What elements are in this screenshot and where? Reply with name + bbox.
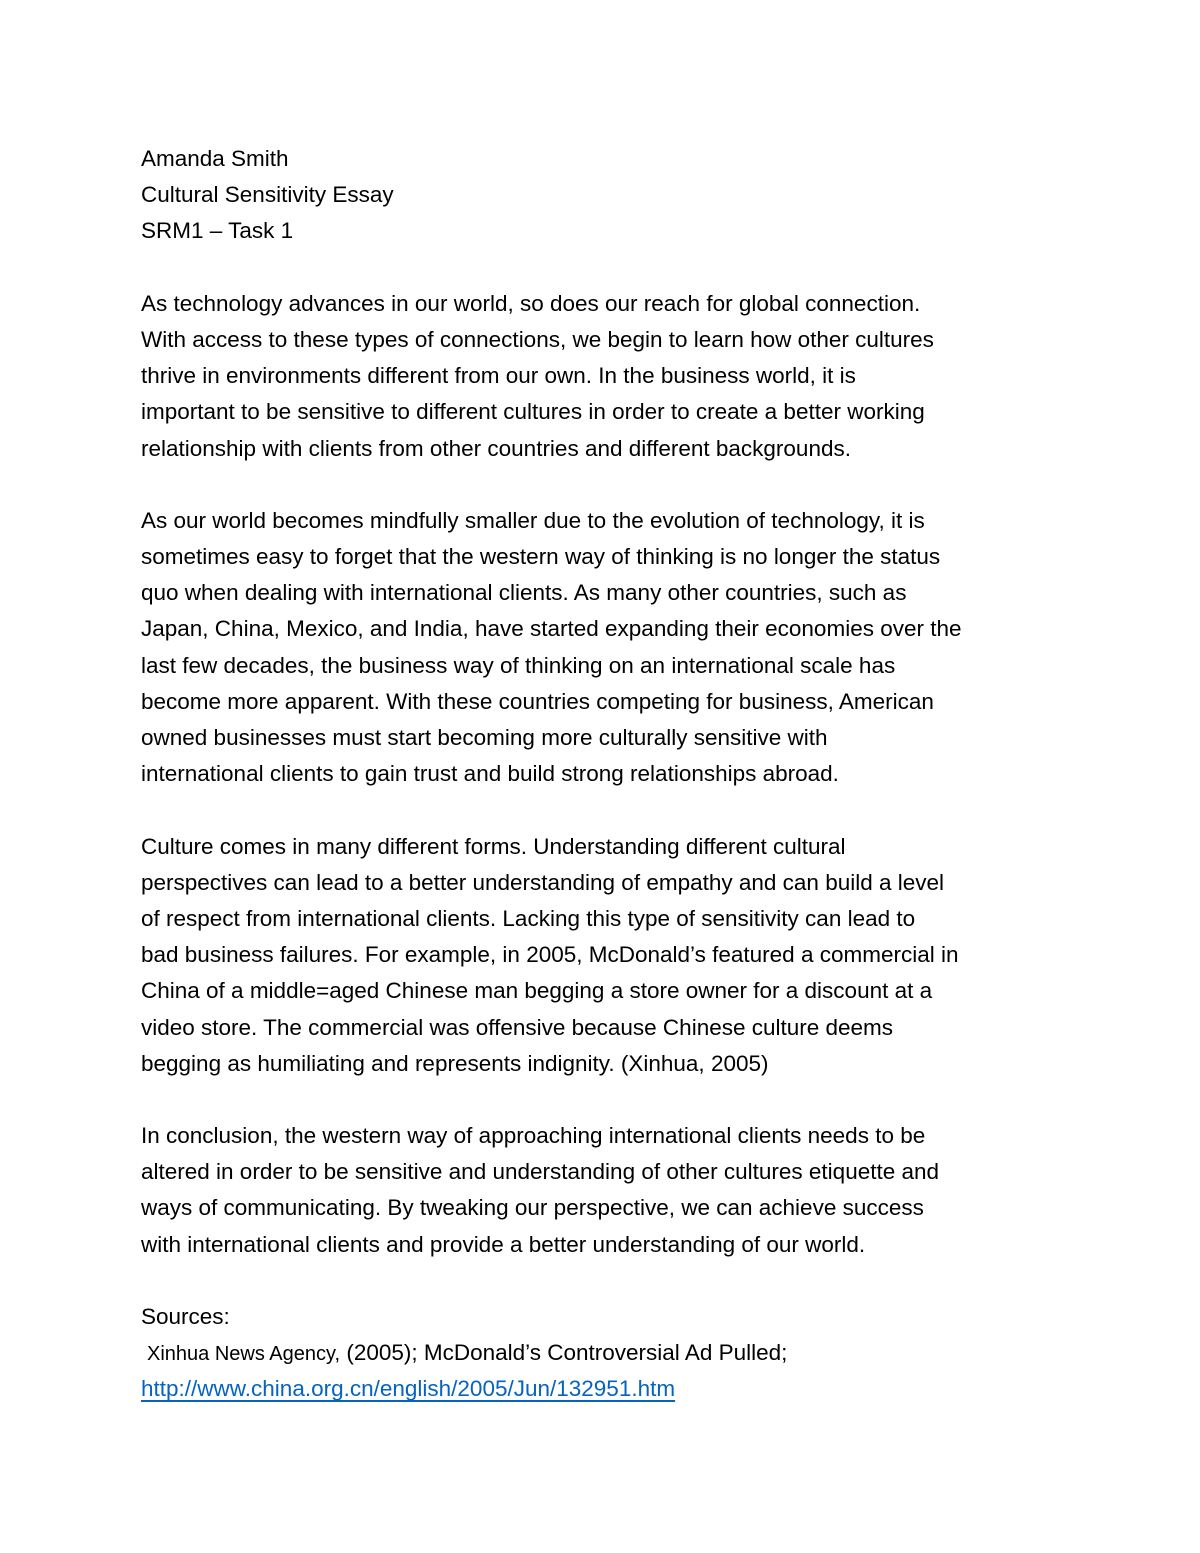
paragraph-line: With access to these types of connections, we begin to learn how other cultures xyxy=(141,326,934,352)
paragraph-line: altered in order to be sensitive and understanding of other cultures etiquette and xyxy=(141,1159,940,1185)
paragraph-line: last few decades, the business way of thinking on an international scale has xyxy=(141,652,896,678)
course-task: SRM1 – Task 1 xyxy=(141,218,294,244)
paragraph-line: bad business failures. For example, in 2005, McDonald’s featured a commercial in xyxy=(141,942,959,968)
paragraph-line: international clients to gain trust and build strong relationships abroad. xyxy=(141,761,839,787)
essay-header xyxy=(141,141,1061,250)
paragraph-line: owned businesses must start becoming more culturally sensitive with xyxy=(141,725,828,750)
author-name: Amanda Smith xyxy=(141,146,289,171)
paragraph-intro xyxy=(141,286,1061,467)
paragraph-line: relationship with clients from other countries and different backgrounds. xyxy=(141,435,851,461)
paragraph-line: As technology advances in our world, so does our reach for global connection. xyxy=(141,290,921,316)
paragraph-line: sometimes easy to forget that the western way of thinking is no longer the status xyxy=(141,544,941,570)
paragraph-line: ways of communicating. By tweaking our perspective, we can achieve success xyxy=(141,1195,924,1221)
paragraph-line: thrive in environments different from our own. In the business world, it is xyxy=(141,363,856,389)
paragraph-line: quo when dealing with international clients. As many other countries, such as xyxy=(141,580,907,606)
paragraph-line: perspectives can lead to a better understanding of empathy and can build a level xyxy=(141,869,945,895)
citation-details: (2005); McDonald’s Controversial Ad Pulled; xyxy=(340,1340,788,1366)
paragraph-line: of respect from international clients. Lacking this type of sensitivity can lead to xyxy=(141,905,916,931)
sources-section xyxy=(141,1299,1061,1408)
paragraph-line: As our world becomes mindfully smaller due to the evolution of technology, it is xyxy=(141,507,925,533)
paragraph-line: important to be sensitive to different cultures in order to create a better working xyxy=(141,399,925,425)
source-citation xyxy=(141,1335,1061,1371)
essay-body xyxy=(141,141,1061,1408)
essay-title: Cultural Sensitivity Essay xyxy=(141,182,394,208)
paragraph-line: begging as humiliating and represents indignity. (Xinhua, 2005) xyxy=(141,1050,769,1076)
paragraph-line: In conclusion, the western way of approaching international clients needs to be xyxy=(141,1123,926,1149)
paragraph-line: video store. The commercial was offensive because Chinese culture deems xyxy=(141,1014,894,1040)
source-link[interactable]: http://www.china.org.cn/english/2005/Jun/132951.htm xyxy=(141,1376,676,1402)
sources-heading: Sources: xyxy=(141,1304,230,1329)
paragraph-line: with international clients and provide a better understanding of our world. xyxy=(141,1231,866,1257)
paragraph-body-2 xyxy=(141,829,1061,1082)
paragraph-line: China of a middle=aged Chinese man begging a store owner for a discount at a xyxy=(141,978,933,1004)
paragraph-line: Japan, China, Mexico, and India, have started expanding their economies over the xyxy=(141,616,962,642)
paragraph-line: Culture comes in many different forms. Understanding different cultural xyxy=(141,833,846,859)
paragraph-body-1 xyxy=(141,503,1061,793)
paragraph-line: become more apparent. With these countries competing for business, American xyxy=(141,688,934,714)
paragraph-conclusion xyxy=(141,1118,1061,1263)
citation-agency: Xinhua News Agency, xyxy=(147,1343,341,1366)
